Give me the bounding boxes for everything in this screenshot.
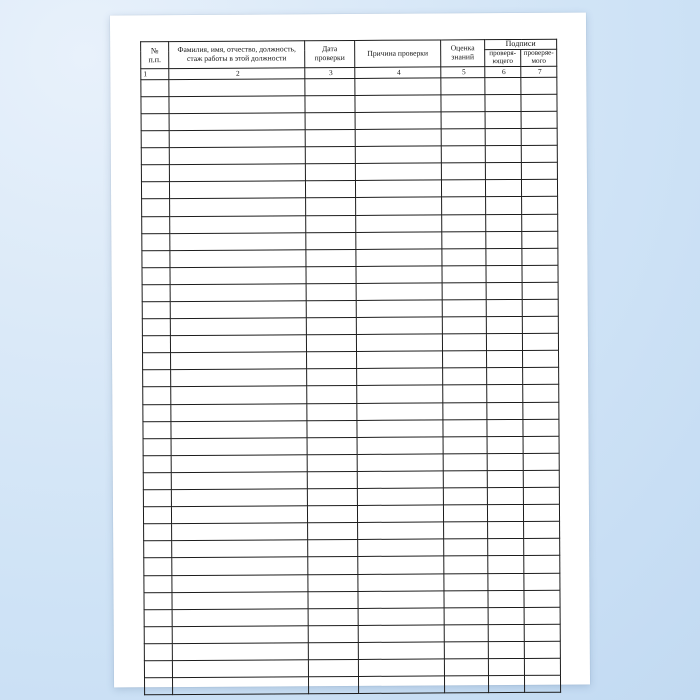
table-cell[interactable] (356, 232, 442, 250)
table-cell[interactable] (170, 318, 306, 336)
table-cell[interactable] (170, 232, 306, 250)
table-cell[interactable] (524, 607, 560, 624)
table-cell[interactable] (170, 301, 306, 319)
table-cell[interactable] (307, 489, 357, 506)
table-cell[interactable] (443, 351, 487, 368)
table-cell[interactable] (441, 95, 485, 112)
table-cell[interactable] (442, 248, 486, 265)
table-cell[interactable] (143, 387, 171, 404)
table-cell[interactable] (141, 182, 169, 199)
table-cell[interactable] (356, 283, 442, 301)
table-cell[interactable] (172, 591, 308, 609)
table-cell[interactable] (486, 231, 522, 248)
table-cell[interactable] (171, 369, 307, 387)
table-cell[interactable] (172, 660, 308, 678)
table-cell[interactable] (358, 625, 444, 643)
header-cell-signature-checked (521, 49, 557, 66)
table-cell[interactable] (144, 661, 172, 678)
table-cell[interactable] (305, 164, 355, 181)
table-cell[interactable] (142, 302, 170, 319)
table-cell[interactable] (169, 96, 305, 114)
table-cell[interactable] (488, 590, 524, 607)
table-cell[interactable] (521, 111, 557, 128)
table-cell[interactable] (356, 300, 442, 318)
table-cell[interactable] (308, 659, 358, 676)
table-cell[interactable] (523, 419, 559, 436)
table-cell[interactable] (144, 678, 172, 695)
table-cell[interactable] (305, 147, 355, 164)
table-cell[interactable] (487, 436, 523, 453)
table-cell[interactable] (170, 335, 306, 353)
table-cell[interactable] (521, 128, 557, 145)
table-cell[interactable] (141, 165, 169, 182)
table-cell[interactable] (172, 608, 308, 626)
table-cell[interactable] (522, 197, 558, 214)
table-cell[interactable] (358, 591, 444, 609)
table-cell[interactable] (307, 420, 357, 437)
table-cell[interactable] (356, 214, 442, 232)
table-cell[interactable] (487, 453, 523, 470)
table-cell[interactable] (443, 488, 487, 505)
table-cell[interactable] (488, 676, 524, 693)
header-number-line1: № (150, 45, 159, 55)
table-cell[interactable] (307, 454, 357, 471)
table-cell[interactable] (357, 471, 443, 489)
table-cell[interactable] (141, 131, 169, 148)
header-cell-grade (441, 40, 485, 67)
table-cell[interactable] (308, 540, 358, 557)
table-cell[interactable] (171, 420, 307, 438)
table-cell[interactable] (143, 507, 171, 524)
table-cell[interactable] (355, 95, 441, 113)
header-cell-signatures: Подписи (485, 39, 557, 49)
table-cell[interactable] (306, 318, 356, 335)
table-cell[interactable] (487, 385, 523, 402)
table-cell[interactable] (307, 369, 357, 386)
table-cell[interactable] (356, 317, 442, 335)
table-cell[interactable] (522, 231, 558, 248)
table-cell[interactable] (486, 214, 522, 231)
table-cell[interactable] (355, 78, 441, 96)
page-content (140, 39, 560, 660)
table-cell[interactable] (442, 214, 486, 231)
table-cell[interactable] (488, 539, 524, 556)
table-cell[interactable] (357, 403, 443, 421)
table-cell[interactable] (144, 592, 172, 609)
table-cell[interactable] (443, 385, 487, 402)
table-cell[interactable] (172, 557, 308, 575)
table-cell[interactable] (357, 454, 443, 472)
table-cell[interactable] (485, 163, 521, 180)
table-cell[interactable] (522, 299, 558, 316)
table-cell[interactable] (485, 129, 521, 146)
table-cell[interactable] (141, 96, 169, 113)
table-cell[interactable] (169, 164, 305, 182)
table-cell[interactable] (442, 317, 486, 334)
table-cell[interactable] (306, 249, 356, 266)
table-cell[interactable] (306, 215, 356, 232)
table-cell[interactable] (488, 556, 524, 573)
table-cell[interactable] (172, 643, 308, 661)
table-cell[interactable] (444, 590, 488, 607)
table-cell[interactable] (308, 625, 358, 642)
table-cell[interactable] (169, 130, 305, 148)
table-cell[interactable] (488, 641, 524, 658)
table-cell[interactable] (357, 420, 443, 438)
table-cell[interactable] (357, 437, 443, 455)
table-cell[interactable] (524, 641, 560, 658)
header-checked-line2: мого (531, 56, 547, 65)
table-cell[interactable] (356, 197, 442, 215)
table-cell[interactable] (487, 505, 523, 522)
table-cell[interactable] (142, 216, 170, 233)
table-cell[interactable] (443, 505, 487, 522)
table-cell[interactable] (486, 265, 522, 282)
table-cell[interactable] (357, 385, 443, 403)
table-cell[interactable] (358, 522, 444, 540)
table-cell[interactable] (523, 368, 559, 385)
table-cell[interactable] (169, 113, 305, 131)
table-cell[interactable] (171, 455, 307, 473)
table-cell[interactable] (488, 607, 524, 624)
table-cell[interactable] (143, 490, 171, 507)
table-cell[interactable] (524, 590, 560, 607)
table-cell[interactable] (523, 385, 559, 402)
column-number-6: 6 (485, 66, 521, 77)
table-cell[interactable] (487, 419, 523, 436)
column-number-3: 3 (305, 67, 355, 78)
column-number-7: 7 (521, 66, 557, 77)
table-cell[interactable] (523, 453, 559, 470)
table-cell[interactable] (485, 94, 521, 111)
table-cell[interactable] (442, 231, 486, 248)
table-cell[interactable] (487, 351, 523, 368)
table-cell[interactable] (521, 162, 557, 179)
table-cell[interactable] (522, 248, 558, 265)
table-cell[interactable] (523, 402, 559, 419)
table-cell[interactable] (441, 163, 485, 180)
table-cell[interactable] (442, 300, 486, 317)
table-cell[interactable] (444, 659, 488, 676)
table-cell[interactable] (522, 265, 558, 282)
table-cell[interactable] (141, 114, 169, 131)
table-cell[interactable] (143, 404, 171, 421)
table-cell[interactable] (169, 181, 305, 199)
table-row[interactable] (144, 675, 560, 695)
table-cell[interactable] (521, 94, 557, 111)
table-cell[interactable] (486, 197, 522, 214)
table-cell[interactable] (305, 181, 355, 198)
table-header (141, 39, 557, 79)
table-cell[interactable] (144, 558, 172, 575)
header-checked-line1: проверяе- (523, 48, 554, 57)
table-cell[interactable] (358, 608, 444, 626)
table-cell[interactable] (171, 489, 307, 507)
table-cell[interactable] (172, 574, 308, 592)
table-cell[interactable] (142, 250, 170, 267)
table-cell[interactable] (523, 487, 559, 504)
table-cell[interactable] (308, 574, 358, 591)
table-cell[interactable] (488, 573, 524, 590)
document-page (110, 13, 590, 688)
column-number-4: 4 (355, 67, 441, 79)
table-cell[interactable] (141, 79, 169, 96)
table-cell[interactable] (523, 436, 559, 453)
table-cell[interactable] (524, 521, 560, 538)
table-cell[interactable] (443, 402, 487, 419)
table-cell[interactable] (444, 642, 488, 659)
table-cell[interactable] (442, 334, 486, 351)
table-cell[interactable] (488, 658, 524, 675)
table-cell[interactable] (355, 180, 441, 198)
table-cell[interactable] (144, 626, 172, 643)
table-cell[interactable] (487, 402, 523, 419)
table-cell[interactable] (355, 129, 441, 147)
table-cell[interactable] (355, 112, 441, 130)
header-number-line2: п.п. (148, 55, 162, 65)
table-cell[interactable] (355, 146, 441, 164)
table-cell[interactable] (172, 523, 308, 541)
header-cell-date (305, 40, 355, 67)
table-cell[interactable] (524, 658, 560, 675)
table-cell[interactable] (524, 675, 560, 692)
table-cell[interactable] (524, 539, 560, 556)
table-cell[interactable] (144, 575, 172, 592)
table-cell[interactable] (443, 419, 487, 436)
header-cell-number (141, 42, 169, 69)
table-cell[interactable] (307, 403, 357, 420)
table-cell[interactable] (487, 470, 523, 487)
table-cell[interactable] (485, 146, 521, 163)
table-cell[interactable] (523, 351, 559, 368)
table-cell[interactable] (172, 540, 308, 558)
table-cell[interactable] (144, 643, 172, 660)
table-cell[interactable] (171, 352, 307, 370)
table-cell[interactable] (305, 130, 355, 147)
table-cell[interactable] (305, 95, 355, 112)
table-cell[interactable] (444, 676, 488, 693)
table-cell[interactable] (524, 624, 560, 641)
table-cell[interactable] (142, 267, 170, 284)
table-cell[interactable] (172, 677, 308, 695)
table-cell[interactable] (522, 316, 558, 333)
table-cell[interactable] (306, 266, 356, 283)
table-cell[interactable] (142, 285, 170, 302)
table-cell[interactable] (171, 472, 307, 490)
table-body (141, 77, 561, 695)
table-cell[interactable] (357, 351, 443, 369)
table-cell[interactable] (485, 180, 521, 197)
table-cell[interactable] (521, 180, 557, 197)
header-cell-signature-checker (485, 49, 521, 66)
table-cell[interactable] (305, 78, 355, 95)
table-cell[interactable] (442, 283, 486, 300)
table-cell[interactable] (358, 539, 444, 557)
table-cell[interactable] (442, 265, 486, 282)
table-cell[interactable] (171, 438, 307, 456)
table-cell[interactable] (441, 146, 485, 163)
table-cell[interactable] (487, 487, 523, 504)
table-cell[interactable] (488, 522, 524, 539)
table-cell[interactable] (444, 522, 488, 539)
table-cell[interactable] (171, 386, 307, 404)
table-cell[interactable] (442, 197, 486, 214)
header-grade-line1: Оценка (450, 43, 475, 53)
header-cell-fullname: Фамилия, имя, отчество, должность, стаж работы в этой должности (169, 41, 305, 69)
table-cell[interactable] (307, 386, 357, 403)
table-cell[interactable] (441, 112, 485, 129)
table-cell[interactable] (306, 283, 356, 300)
table-cell[interactable] (144, 524, 172, 541)
table-cell[interactable] (486, 282, 522, 299)
table-cell[interactable] (358, 676, 444, 694)
header-checker-line2: ющего (492, 56, 513, 65)
table-cell[interactable] (170, 198, 306, 216)
table-cell[interactable] (171, 506, 307, 524)
table-cell[interactable] (443, 368, 487, 385)
table-cell[interactable] (485, 77, 521, 94)
table-cell[interactable] (522, 214, 558, 231)
table-cell[interactable] (357, 368, 443, 386)
table-cell[interactable] (143, 421, 171, 438)
table-cell[interactable] (143, 438, 171, 455)
header-date-line2: проверки (314, 52, 345, 63)
table-cell[interactable] (357, 488, 443, 506)
table-cell[interactable] (521, 145, 557, 162)
table-cell[interactable] (169, 79, 305, 97)
table-cell[interactable] (355, 163, 441, 181)
table-cell[interactable] (143, 370, 171, 387)
table-cell[interactable] (170, 267, 306, 285)
table-cell[interactable] (307, 506, 357, 523)
header-cell-reason: Причина проверки (355, 40, 441, 67)
table-cell[interactable] (308, 608, 358, 625)
column-number-1: 1 (141, 68, 169, 79)
table-cell[interactable] (441, 77, 485, 94)
table-cell[interactable] (142, 233, 170, 250)
table-cell[interactable] (522, 282, 558, 299)
table-cell[interactable] (143, 455, 171, 472)
table-cell[interactable] (524, 573, 560, 590)
table-cell[interactable] (488, 624, 524, 641)
table-cell[interactable] (308, 677, 358, 694)
table-cell[interactable] (306, 335, 356, 352)
table-cell[interactable] (307, 471, 357, 488)
table-cell[interactable] (441, 129, 485, 146)
table-cell[interactable] (170, 215, 306, 233)
table-cell[interactable] (357, 505, 443, 523)
table-cell[interactable] (523, 470, 559, 487)
table-cell[interactable] (443, 436, 487, 453)
table-cell[interactable] (358, 659, 444, 677)
table-cell[interactable] (172, 626, 308, 644)
table-cell[interactable] (144, 609, 172, 626)
table-cell[interactable] (444, 624, 488, 641)
table-cell[interactable] (308, 557, 358, 574)
table-cell[interactable] (308, 523, 358, 540)
table-cell[interactable] (142, 199, 170, 216)
table-cell[interactable] (486, 248, 522, 265)
table-cell[interactable] (444, 556, 488, 573)
table-cell[interactable] (356, 334, 442, 352)
table-cell[interactable] (486, 317, 522, 334)
knowledge-check-table (140, 39, 561, 696)
table-cell[interactable] (358, 556, 444, 574)
table-cell[interactable] (142, 336, 170, 353)
header-grade-line2: знаний (451, 52, 475, 62)
table-cell[interactable] (306, 300, 356, 317)
table-cell[interactable] (521, 77, 557, 94)
table-cell[interactable] (170, 284, 306, 302)
column-number-5: 5 (441, 66, 485, 77)
table-cell[interactable] (487, 368, 523, 385)
table-cell[interactable] (170, 250, 306, 268)
table-cell[interactable] (443, 471, 487, 488)
table-cell[interactable] (169, 147, 305, 165)
table-cell[interactable] (307, 352, 357, 369)
table-cell[interactable] (485, 111, 521, 128)
table-cell[interactable] (306, 232, 356, 249)
table-cell[interactable] (441, 180, 485, 197)
table-cell[interactable] (308, 642, 358, 659)
table-cell[interactable] (171, 403, 307, 421)
header-date-line1: Дата (322, 44, 338, 54)
table-cell[interactable] (141, 148, 169, 165)
table-cell[interactable] (307, 437, 357, 454)
column-number-2: 2 (169, 68, 305, 80)
table-cell[interactable] (356, 266, 442, 284)
table-cell[interactable] (358, 573, 444, 591)
table-cell[interactable] (522, 333, 558, 350)
table-cell[interactable] (444, 573, 488, 590)
table-cell[interactable] (444, 539, 488, 556)
header-checker-line1: проверя- (489, 48, 517, 58)
table-cell[interactable] (486, 334, 522, 351)
table-cell[interactable] (444, 607, 488, 624)
table-cell[interactable] (524, 556, 560, 573)
table-cell[interactable] (306, 198, 356, 215)
table-cell[interactable] (443, 454, 487, 471)
table-cell[interactable] (308, 591, 358, 608)
table-cell[interactable] (356, 249, 442, 267)
table-cell[interactable] (523, 504, 559, 521)
table-cell[interactable] (144, 541, 172, 558)
table-cell[interactable] (143, 473, 171, 490)
table-cell[interactable] (358, 642, 444, 660)
table-cell[interactable] (305, 112, 355, 129)
table-cell[interactable] (142, 319, 170, 336)
table-cell[interactable] (143, 353, 171, 370)
table-cell[interactable] (486, 299, 522, 316)
